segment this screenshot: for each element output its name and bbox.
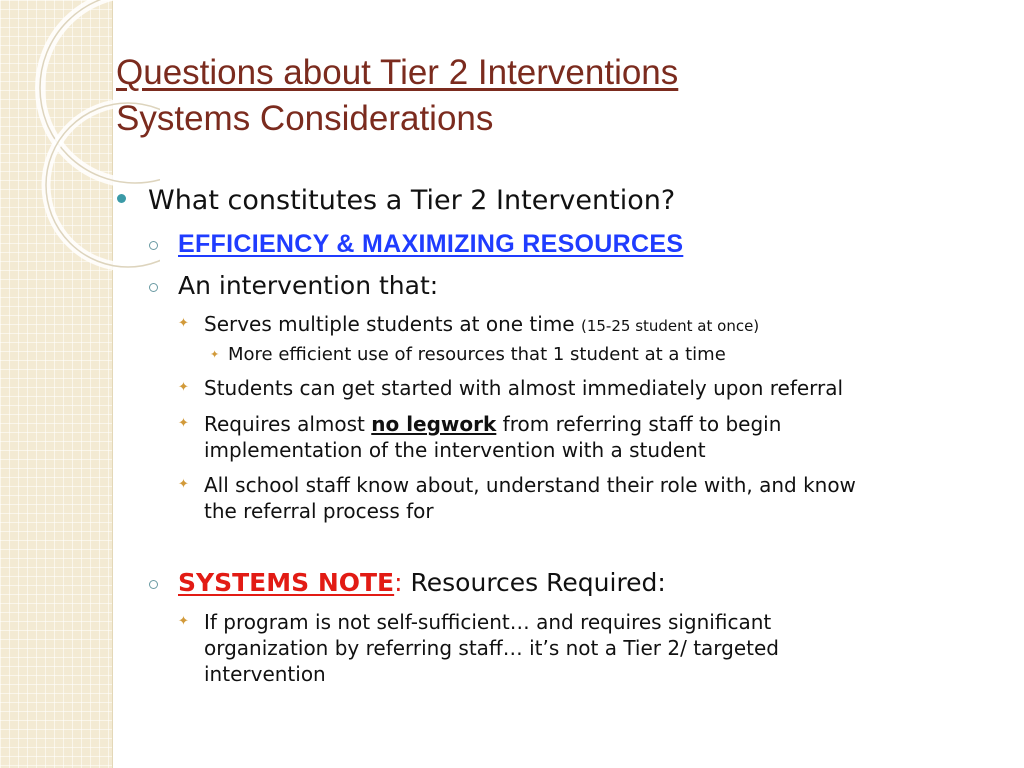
level2-bullet-icon (149, 241, 158, 250)
legwork-prefix: Requires almost (204, 412, 365, 436)
level1-bullet-icon (117, 194, 126, 203)
level3-bullet-icon: ✦ (178, 614, 189, 629)
title-line-2: Systems Considerations (116, 99, 494, 138)
serves-multiple-note: (15-25 student at once) (580, 317, 760, 335)
level2-bullet-icon (149, 580, 158, 589)
legwork-line-2: implementation of the intervention with a student (204, 438, 706, 462)
level3-bullet-icon: ✦ (178, 477, 189, 492)
serves-multiple-row (204, 311, 759, 339)
level2-bullet-icon (149, 283, 158, 292)
self-sufficient-line-1: If program is not self-sufficient… and requires significant (204, 610, 772, 634)
started-immediately-text: Students can get started with almost immediately upon referral (204, 376, 844, 400)
self-sufficient-line-3: intervention (204, 662, 326, 686)
systems-note-text: Resources Required: (410, 568, 666, 597)
more-efficient-text: More efficient use of resources that 1 student at a time (228, 344, 726, 365)
level3-bullet-icon: ✦ (178, 380, 189, 395)
level3-bullet-icon: ✦ (178, 316, 189, 331)
serves-multiple-text: Serves multiple students at one time (204, 312, 575, 336)
systems-note-row (178, 567, 666, 599)
legwork-suffix: from referring staff to begin (502, 412, 782, 436)
self-sufficient-line-2: organization by referring staff… it’s not a Tier 2/ targeted (204, 636, 779, 660)
level3-bullet-icon: ✦ (178, 416, 189, 431)
level4-bullet-icon: ✦ (210, 348, 220, 361)
efficiency-heading: EFFICIENCY & MAXIMIZING RESOURCES (178, 230, 684, 258)
staff-line-1: All school staff know about, understand their role with, and know (204, 473, 856, 497)
legwork-row (204, 411, 781, 437)
systems-note-label: SYSTEMS NOTE (178, 568, 395, 597)
title-line-1: Questions about Tier 2 Interventions (116, 53, 679, 92)
intervention-intro: An intervention that: (178, 271, 439, 300)
staff-line-2: the referral process for (204, 499, 434, 523)
efficiency-heading-row (178, 228, 683, 260)
legwork-bold: no legwork (371, 412, 497, 436)
systems-note-colon: : (394, 568, 403, 597)
main-bullet-text: What constitutes a Tier 2 Intervention? (148, 185, 676, 216)
